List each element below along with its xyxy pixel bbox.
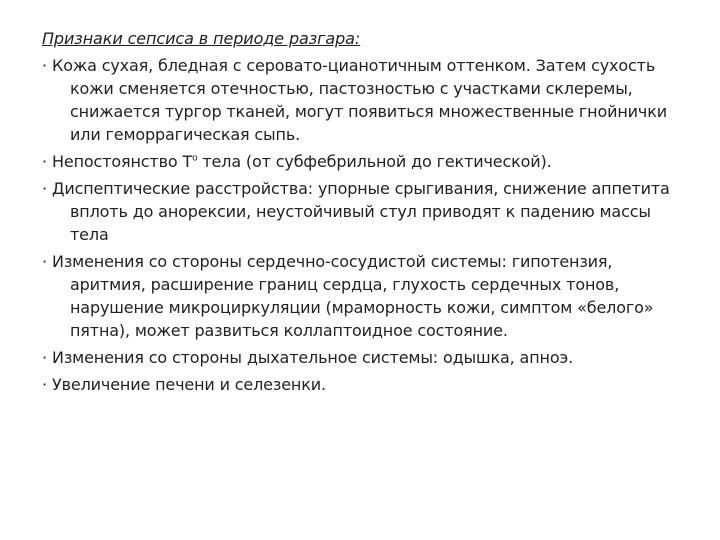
bullet-icon: · — [42, 56, 47, 75]
list-item — [42, 177, 682, 246]
list-item-text: Изменения со стороны дыхательное системы: одышка, апноэ. — [52, 348, 574, 367]
symptom-list — [42, 54, 682, 396]
bullet-icon: · — [42, 179, 47, 198]
bullet-icon: · — [42, 348, 47, 367]
degree-superscript: о — [192, 153, 198, 164]
bullet-icon: · — [42, 252, 47, 271]
list-item — [42, 150, 682, 173]
bullet-icon: · — [42, 375, 47, 394]
list-item-text-continued: тела (от субфебрильной до гектической). — [197, 152, 552, 171]
list-item — [42, 54, 682, 146]
list-item — [42, 250, 682, 342]
list-item-text: Непостоянство Т — [52, 152, 193, 171]
list-item-text: Увеличение печени и селезенки. — [52, 375, 326, 394]
slide-content — [42, 27, 682, 400]
slide-title: Признаки сепсиса в периоде разгара: — [42, 29, 361, 48]
list-item-text: Диспептические расстройства: упорные срыгивания, снижение аппетита вплоть до анорексии, неустойчивый стул приводят к падению массы тела — [52, 179, 670, 244]
list-item-text: Кожа сухая, бледная с серовато-цианотичным оттенком. Затем сухость кожи сменяется отечностью, пастозностью с участками склеремы, снижается тургор тканей, могут появиться множественные гнойнички или геморрагическая сыпь. — [52, 56, 667, 144]
bullet-icon: · — [42, 152, 47, 171]
list-item — [42, 373, 682, 396]
list-item — [42, 346, 682, 369]
list-item-text: Изменения со стороны сердечно-сосудистой системы: гипотензия, аритмия, расширение границ сердца, глухость сердечных тонов, нарушение микроциркуляции (мраморность кожи, симптом «белого» пятна), может развиться коллаптоидное состояние. — [52, 252, 654, 340]
